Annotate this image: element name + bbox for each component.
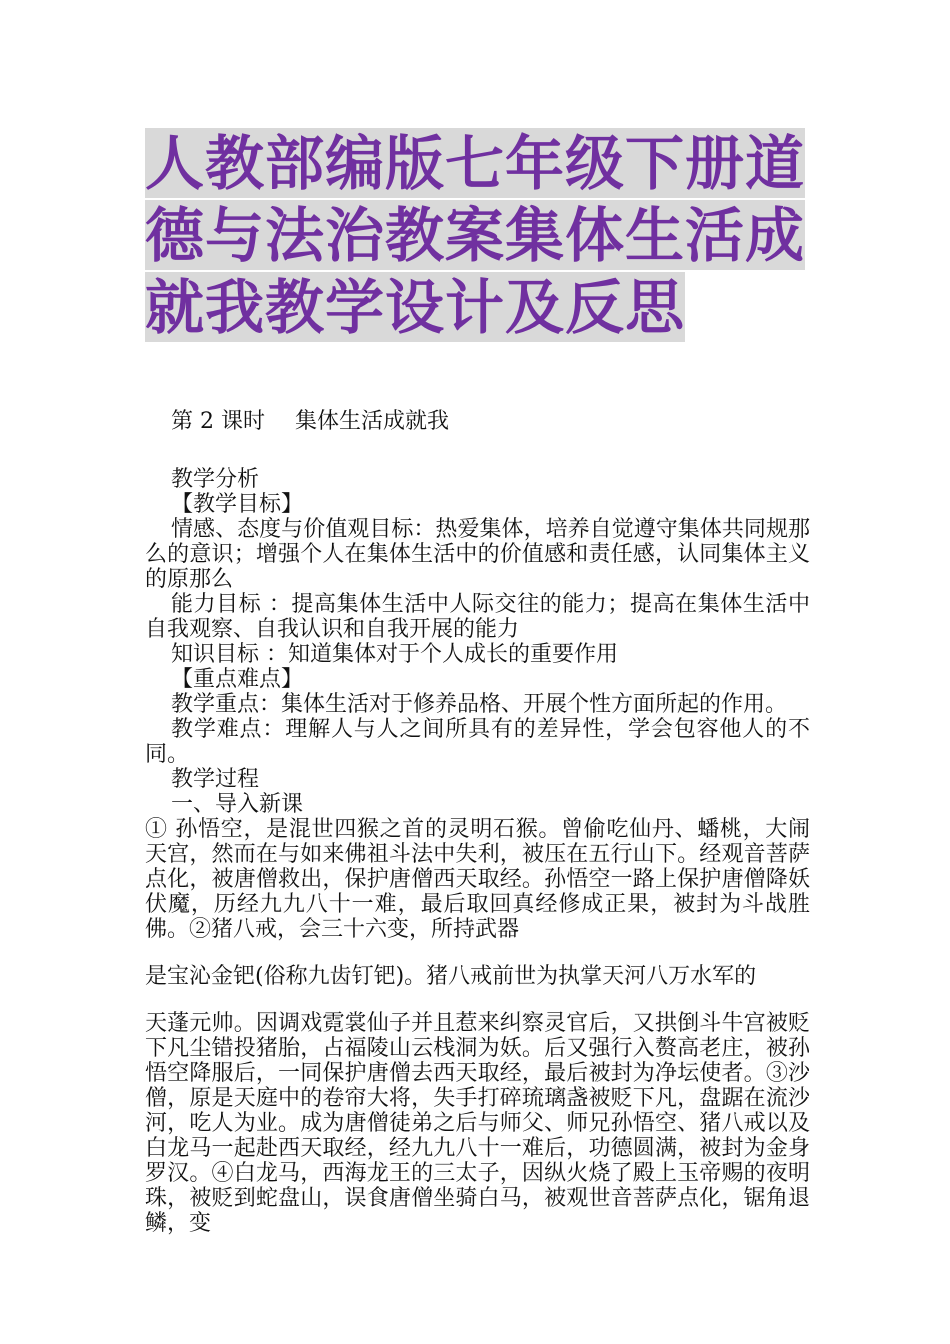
lesson-name: 集体生活成就我 xyxy=(294,409,449,434)
title-line-3: 就我教学设计及反思 xyxy=(145,273,686,342)
goal-emotion: 情感、态度与价值观目标：热爱集体，培养自觉遵守集体共同规那么的意识；增强个人在集体生活中的价值感和责任感，认同集体主义的原那么 xyxy=(145,517,810,592)
lesson-number: 第 2 课时 xyxy=(171,409,265,434)
document-title xyxy=(145,128,810,344)
key-point: 教学重点：集体生活对于修养品格、开展个性方面所起的作用。 xyxy=(171,692,788,717)
story-paragraph-1: ① 孙悟空，是混世四猴之首的灵明石猴。曾偷吃仙丹、蟠桃，大闹天宫，然而在与如来佛祖斗法中失利，被压在五行山下。经观音菩萨点化，被唐僧救出，保护唐僧西天取经。孙悟空一路上保护唐僧降妖伏魔，历经九九八十一难，最后取回真经修成正果，被封为斗战胜佛。②猪八戒，会三十六变，所持武器 xyxy=(145,817,810,942)
analysis-heading: 教学分析 xyxy=(171,467,260,492)
lesson-heading xyxy=(145,402,810,442)
goals-heading: 【教学目标】 xyxy=(171,492,304,517)
key-heading: 【重点难点】 xyxy=(171,667,304,692)
intro-heading: 一、导入新课 xyxy=(171,792,304,817)
title-line-1: 人教部编版七年级下册道 xyxy=(145,129,806,198)
goal-knowledge: 知识目标 ：知道集体对于个人成长的重要作用 xyxy=(171,642,618,667)
goal-ability: 能力目标 ：提高集体生活中人际交往的能力；提高在集体生活中自我观察、自我认识和自我开展的能力 xyxy=(145,592,810,642)
process-heading: 教学过程 xyxy=(171,767,260,792)
title-line-2: 德与法治教案集体生活成 xyxy=(145,201,806,270)
story-paragraph-3: 天蓬元帅。因调戏霓裳仙子并且惹来纠察灵官后，又拱倒斗牛宫被贬下凡尘错投猪胎，占福陵山云栈洞为妖。后又强行入赘高老庄，被孙悟空降服后，一同保护唐僧去西天取经，最后被封为净坛使者。③沙僧，原是天庭中的卷帘大将，失手打碎琉璃盏被贬下凡，盘踞在流沙河，吃人为业。成为唐僧徒弟之后与师父、师兄孙悟空、猪八戒以及白龙马一起赴西天取经，经九九八十一难后，功德圆满，被封为金身罗汉。④白龙马，西海龙王的三太子，因纵火烧了殿上玉帝赐的夜明珠，被贬到蛇盘山，误食唐僧坐骑白马，被观世音菩萨点化，锯角退鳞，变 xyxy=(145,1011,810,1236)
difficult-point: 教学难点：理解人与人之间所具有的差异性，学会包容他人的不同。 xyxy=(145,717,810,767)
document-body xyxy=(145,402,810,1236)
story-paragraph-2: 是宝沁金钯(俗称九齿钉钯)。猪八戒前世为执掌天河八万水军的 xyxy=(145,964,757,989)
